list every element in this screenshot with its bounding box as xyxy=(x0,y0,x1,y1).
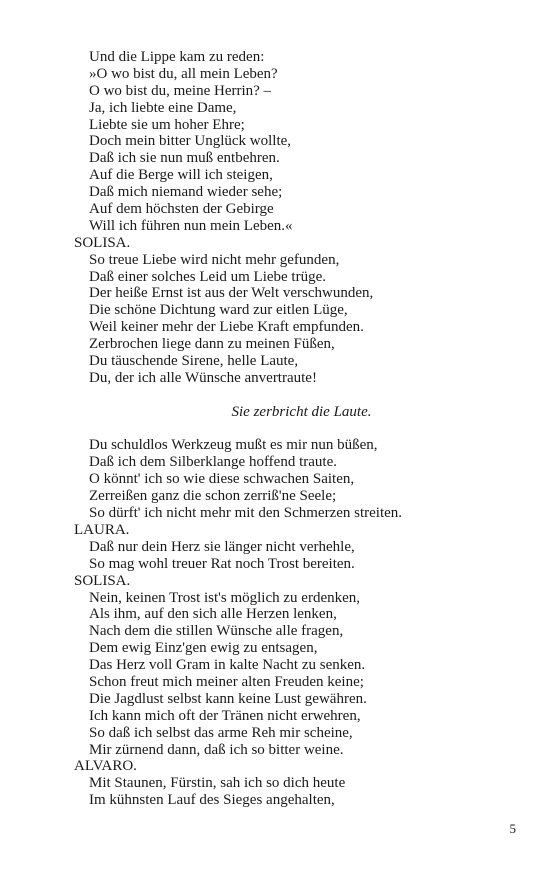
verse-line: Nein, keinen Trost ist's möglich zu erdenken, xyxy=(89,589,361,606)
verse-line: Daß mich niemand wieder sehe; xyxy=(89,184,283,201)
play-text xyxy=(74,49,514,809)
stage-direction: Sie zerbricht die Laute. xyxy=(231,403,372,420)
verse-line: O könnt' ich so wie diese schwachen Saiten, xyxy=(89,471,355,488)
verse-line: Mir zürnend dann, daß ich so bitter weine. xyxy=(89,741,344,758)
verse-line: Will ich führen nun mein Leben.« xyxy=(89,217,293,234)
verse-line: Im kühnsten Lauf des Sieges angehalten, xyxy=(89,792,335,809)
verse-line: Ja, ich liebte eine Dame, xyxy=(89,99,237,116)
verse-line: Das Herz voll Gram in kalte Nacht zu senken. xyxy=(89,657,366,674)
verse-line: O wo bist du, meine Herrin? – xyxy=(89,82,272,99)
verse-line: Nach dem die stillen Wünsche alle fragen, xyxy=(89,623,344,640)
verse-line: Auf die Berge will ich steigen, xyxy=(89,167,273,184)
blank-line xyxy=(74,421,514,438)
verse-line: So dürft' ich nicht mehr mit den Schmerzen streiten. xyxy=(89,505,403,522)
verse-line: Die Jagdlust selbst kann keine Lust gewähren. xyxy=(89,690,367,707)
speaker-name: ALVARO. xyxy=(74,758,137,775)
verse-line: So daß ich selbst das arme Reh mir scheine, xyxy=(89,724,353,741)
verse-line: Auf dem höchsten der Gebirge xyxy=(89,201,274,218)
verse-line: Der heiße Ernst ist aus der Welt verschwunden, xyxy=(89,285,374,302)
speaker-name: LAURA. xyxy=(74,521,130,538)
verse-line: So treue Liebe wird nicht mehr gefunden, xyxy=(89,251,340,268)
verse-line: Du täuschende Sirene, helle Laute, xyxy=(89,353,299,370)
verse-line: Dem ewig Einz'gen ewig zu entsagen, xyxy=(89,640,318,657)
verse-line: Und die Lippe kam zu reden: xyxy=(89,49,265,65)
verse-line: Schon freut mich meiner alten Freuden keine; xyxy=(89,673,364,690)
speaker-name: SOLISA. xyxy=(74,234,131,251)
verse-line: Daß ich sie nun muß entbehren. xyxy=(89,150,280,167)
verse-line: Weil keiner mehr der Liebe Kraft empfunden. xyxy=(89,319,364,336)
verse-line: So mag wohl treuer Rat noch Trost bereiten. xyxy=(89,555,355,572)
verse-line: Doch mein bitter Unglück wollte, xyxy=(89,133,292,150)
verse-line: Du, der ich alle Wünsche anvertraute! xyxy=(89,369,317,386)
verse-line: Die schöne Dichtung ward zur eitlen Lüge, xyxy=(89,302,348,319)
verse-line: »O wo bist du, all mein Leben? xyxy=(89,65,278,82)
verse-line: Als ihm, auf den sich alle Herzen lenken, xyxy=(89,606,337,623)
verse-line: Liebte sie um hoher Ehre; xyxy=(89,116,245,133)
speaker-name: SOLISA. xyxy=(74,572,131,589)
verse-line: Daß nur dein Herz sie länger nicht verhehle, xyxy=(89,538,355,555)
verse-line: Ich kann mich oft der Tränen nicht erwehren, xyxy=(89,707,361,724)
verse-line: Daß ich dem Silberklange hoffend traute. xyxy=(89,454,337,471)
verse-line: Zerbrochen liege dann zu meinen Füßen, xyxy=(89,336,335,353)
verse-line: Daß einer solches Leid um Liebe trüge. xyxy=(89,268,326,285)
verse-line: Zerreißen ganz die schon zerriß'ne Seele; xyxy=(89,488,337,505)
verse-line: Du schuldlos Werkzeug mußt es mir nun büßen, xyxy=(89,437,378,454)
blank-line xyxy=(74,387,514,404)
verse-line: Mit Staunen, Fürstin, sah ich so dich heute xyxy=(89,775,346,792)
page-number: 5 xyxy=(509,821,516,836)
